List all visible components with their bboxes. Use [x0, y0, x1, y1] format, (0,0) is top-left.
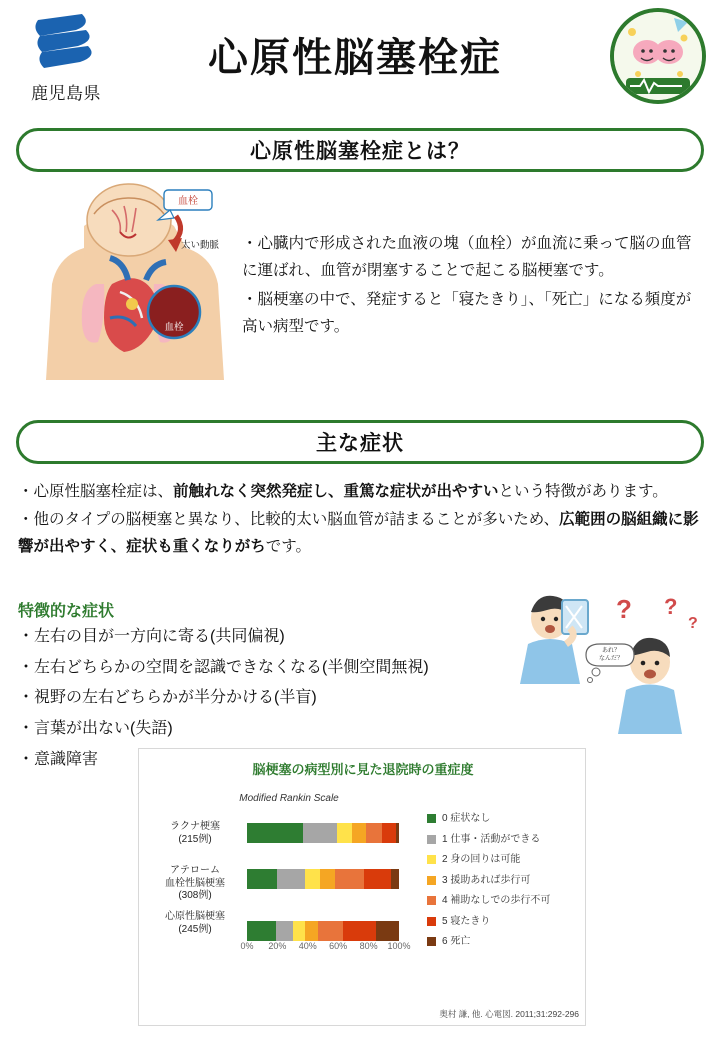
- chart-title: 脳梗塞の病型別に見た退院時の重症度: [252, 762, 474, 777]
- legend-label: 3 援助あれば歩行可: [442, 874, 531, 886]
- svg-text:太い動脈: 太い動脈: [180, 240, 220, 251]
- chart-bar-segment: [352, 823, 366, 843]
- chart-legend: [427, 813, 577, 957]
- chart-x-tick: 60%: [329, 941, 348, 951]
- chart-bar-segment: [320, 869, 335, 889]
- cat2-line2: (245例): [178, 923, 212, 935]
- svg-text:血栓: 血栓: [164, 322, 184, 333]
- legend-label: 4 補助なしでの歩行不可: [442, 895, 551, 906]
- chart-legend-item: [427, 895, 577, 907]
- chart-bar-segment: [318, 921, 342, 941]
- svg-text:?: ?: [664, 594, 678, 619]
- section2-lead-text: [18, 478, 708, 561]
- chart-bar-segment: [247, 921, 276, 941]
- section1-banner: [16, 128, 704, 172]
- svg-text:?: ?: [688, 615, 698, 632]
- legend-label: 1 仕事・活動ができる: [442, 833, 541, 845]
- kagoshima-prefecture-logo-icon: [30, 10, 102, 76]
- legend-swatch-icon: [427, 855, 436, 864]
- section1-paragraph-1: ・心臓内で形成された血液の塊（血栓）が血流に乗って脳の血管に運ばれ、血管が閉塞することで起こる脳梗塞です。: [242, 235, 692, 280]
- section2-lead-line1: [18, 478, 708, 506]
- chart-bar-segment: [247, 869, 277, 889]
- lead2-part-a: ・他のタイプの脳梗塞と異なり、比較的太い脳血管が詰まることが多いため、: [18, 510, 560, 528]
- chart-legend-item: [427, 936, 577, 948]
- cat1-line1: アテローム: [170, 865, 220, 876]
- heart-brain-thrombus-diagram-icon: [24, 180, 234, 388]
- legend-swatch-icon: [427, 876, 436, 885]
- cat1-line2: 血栓性脳梗塞: [165, 877, 225, 889]
- section1-text: [242, 230, 704, 343]
- chart-bar-segment: [335, 869, 364, 889]
- chart-bar-segment: [343, 921, 376, 941]
- section1-body: [16, 180, 704, 390]
- legend-label: 2 身の回りは可能: [442, 854, 521, 865]
- chart-bar-segment: [247, 823, 303, 843]
- symptoms-heading: 特徴的な症状: [18, 603, 115, 620]
- chart-legend-item: [427, 916, 577, 928]
- section2-banner: [16, 420, 704, 464]
- chart-x-tick: 0%: [240, 941, 254, 951]
- lead2-part-c: です。: [265, 538, 311, 556]
- chart-bar-row: [247, 869, 399, 889]
- chart-bar-segment: [391, 869, 399, 889]
- chart-legend-item: [427, 813, 577, 825]
- chart-bar-segment: [305, 921, 319, 941]
- list-item: ・左右の目が一方向に寄る(共同偏視): [18, 628, 285, 645]
- chart-category-label-1: [145, 865, 245, 903]
- lead1-part-b: 前触れなく突然発症し、重篤な症状が出やすい: [173, 483, 499, 500]
- chart-x-tick: 40%: [298, 941, 317, 951]
- confused-patients-illustration-icon: [504, 588, 704, 738]
- lead1-part-c: という特徴があります。: [498, 483, 668, 500]
- chart-legend-item: [427, 875, 577, 887]
- list-item: ・左右どちらかの空間を認識できなくなる(半側空間無視): [18, 658, 429, 676]
- list-item: ・言葉が出ない(失語): [18, 720, 173, 738]
- section1-banner-text: 心原性脳塞栓症とは？: [250, 140, 470, 163]
- list-item: ・意識障害: [18, 750, 99, 768]
- section1-paragraph-2: ・脳梗塞の中で、発症すると「寝たきり」、「死亡」になる頻度が高い病型です。: [242, 291, 692, 336]
- poster-header: [0, 0, 720, 118]
- legend-label: 0 症状なし: [442, 813, 491, 824]
- severity-chart: [138, 748, 586, 1026]
- chart-bar-segment: [303, 823, 336, 843]
- legend-label: 6 死亡: [442, 936, 471, 947]
- chart-bar-segment: [337, 823, 352, 843]
- cat2-line1: 心原性脳梗塞: [165, 911, 225, 922]
- brain-mascot-icon: [610, 8, 706, 104]
- svg-text:あれ？: あれ？: [601, 648, 621, 654]
- svg-text:なんだ？: なんだ？: [598, 656, 624, 662]
- cat1-line3: (308例): [178, 890, 212, 901]
- svg-text:血栓: 血栓: [178, 196, 198, 207]
- legend-label: 5 寝たきり: [442, 915, 491, 927]
- legend-swatch-icon: [427, 937, 436, 946]
- chart-x-axis: [240, 941, 411, 955]
- chart-bar-segment: [276, 921, 293, 941]
- chart-category-label-2: [145, 911, 245, 936]
- prefecture-name: 鹿児島県: [31, 84, 101, 103]
- chart-x-tick: 80%: [359, 941, 378, 951]
- chart-bar-segment: [293, 921, 305, 941]
- cat0-line2: (215例): [178, 833, 212, 845]
- legend-swatch-icon: [427, 814, 436, 823]
- chart-bar-segment: [376, 921, 399, 941]
- chart-bar-row: [247, 921, 399, 941]
- chart-x-tick: 20%: [268, 941, 287, 951]
- legend-swatch-icon: [427, 917, 436, 926]
- prefecture-logo: [18, 10, 114, 110]
- section2-lead-line2: [18, 506, 708, 561]
- chart-legend-item: [427, 854, 577, 866]
- page-title: 心原性脳塞栓症: [208, 36, 502, 80]
- legend-swatch-icon: [427, 835, 436, 844]
- chart-bar-segment: [382, 823, 396, 843]
- chart-bar-segment: [364, 869, 391, 889]
- chart-x-tick: 100%: [387, 941, 411, 951]
- lead1-part-a: ・心原性脳塞栓症は、: [18, 483, 174, 500]
- list-item: ・視野の左右どちらかが半分かける(半盲): [18, 689, 317, 707]
- chart-bar-row: [247, 823, 399, 843]
- chart-credit: 奥村 謙, 他. 心電図. 2011;31:292-296: [439, 1009, 579, 1019]
- legend-swatch-icon: [427, 896, 436, 905]
- section2-banner-text: 主な症状: [316, 432, 404, 455]
- lead2-part-b: 広範囲の脳組織に影響が出やすく、症状も重くなりがち: [18, 510, 699, 556]
- chart-category-label-0: [145, 821, 245, 846]
- chart-legend-item: [427, 834, 577, 846]
- cat0-line1: ラクナ梗塞: [170, 821, 220, 832]
- chart-bar-segment: [366, 823, 383, 843]
- svg-text:?: ?: [616, 594, 632, 624]
- chart-bar-segment: [396, 823, 399, 843]
- chart-bar-segment: [277, 869, 304, 889]
- chart-subtitle: Modified Rankin Scale: [239, 793, 339, 804]
- chart-bar-segment: [305, 869, 320, 889]
